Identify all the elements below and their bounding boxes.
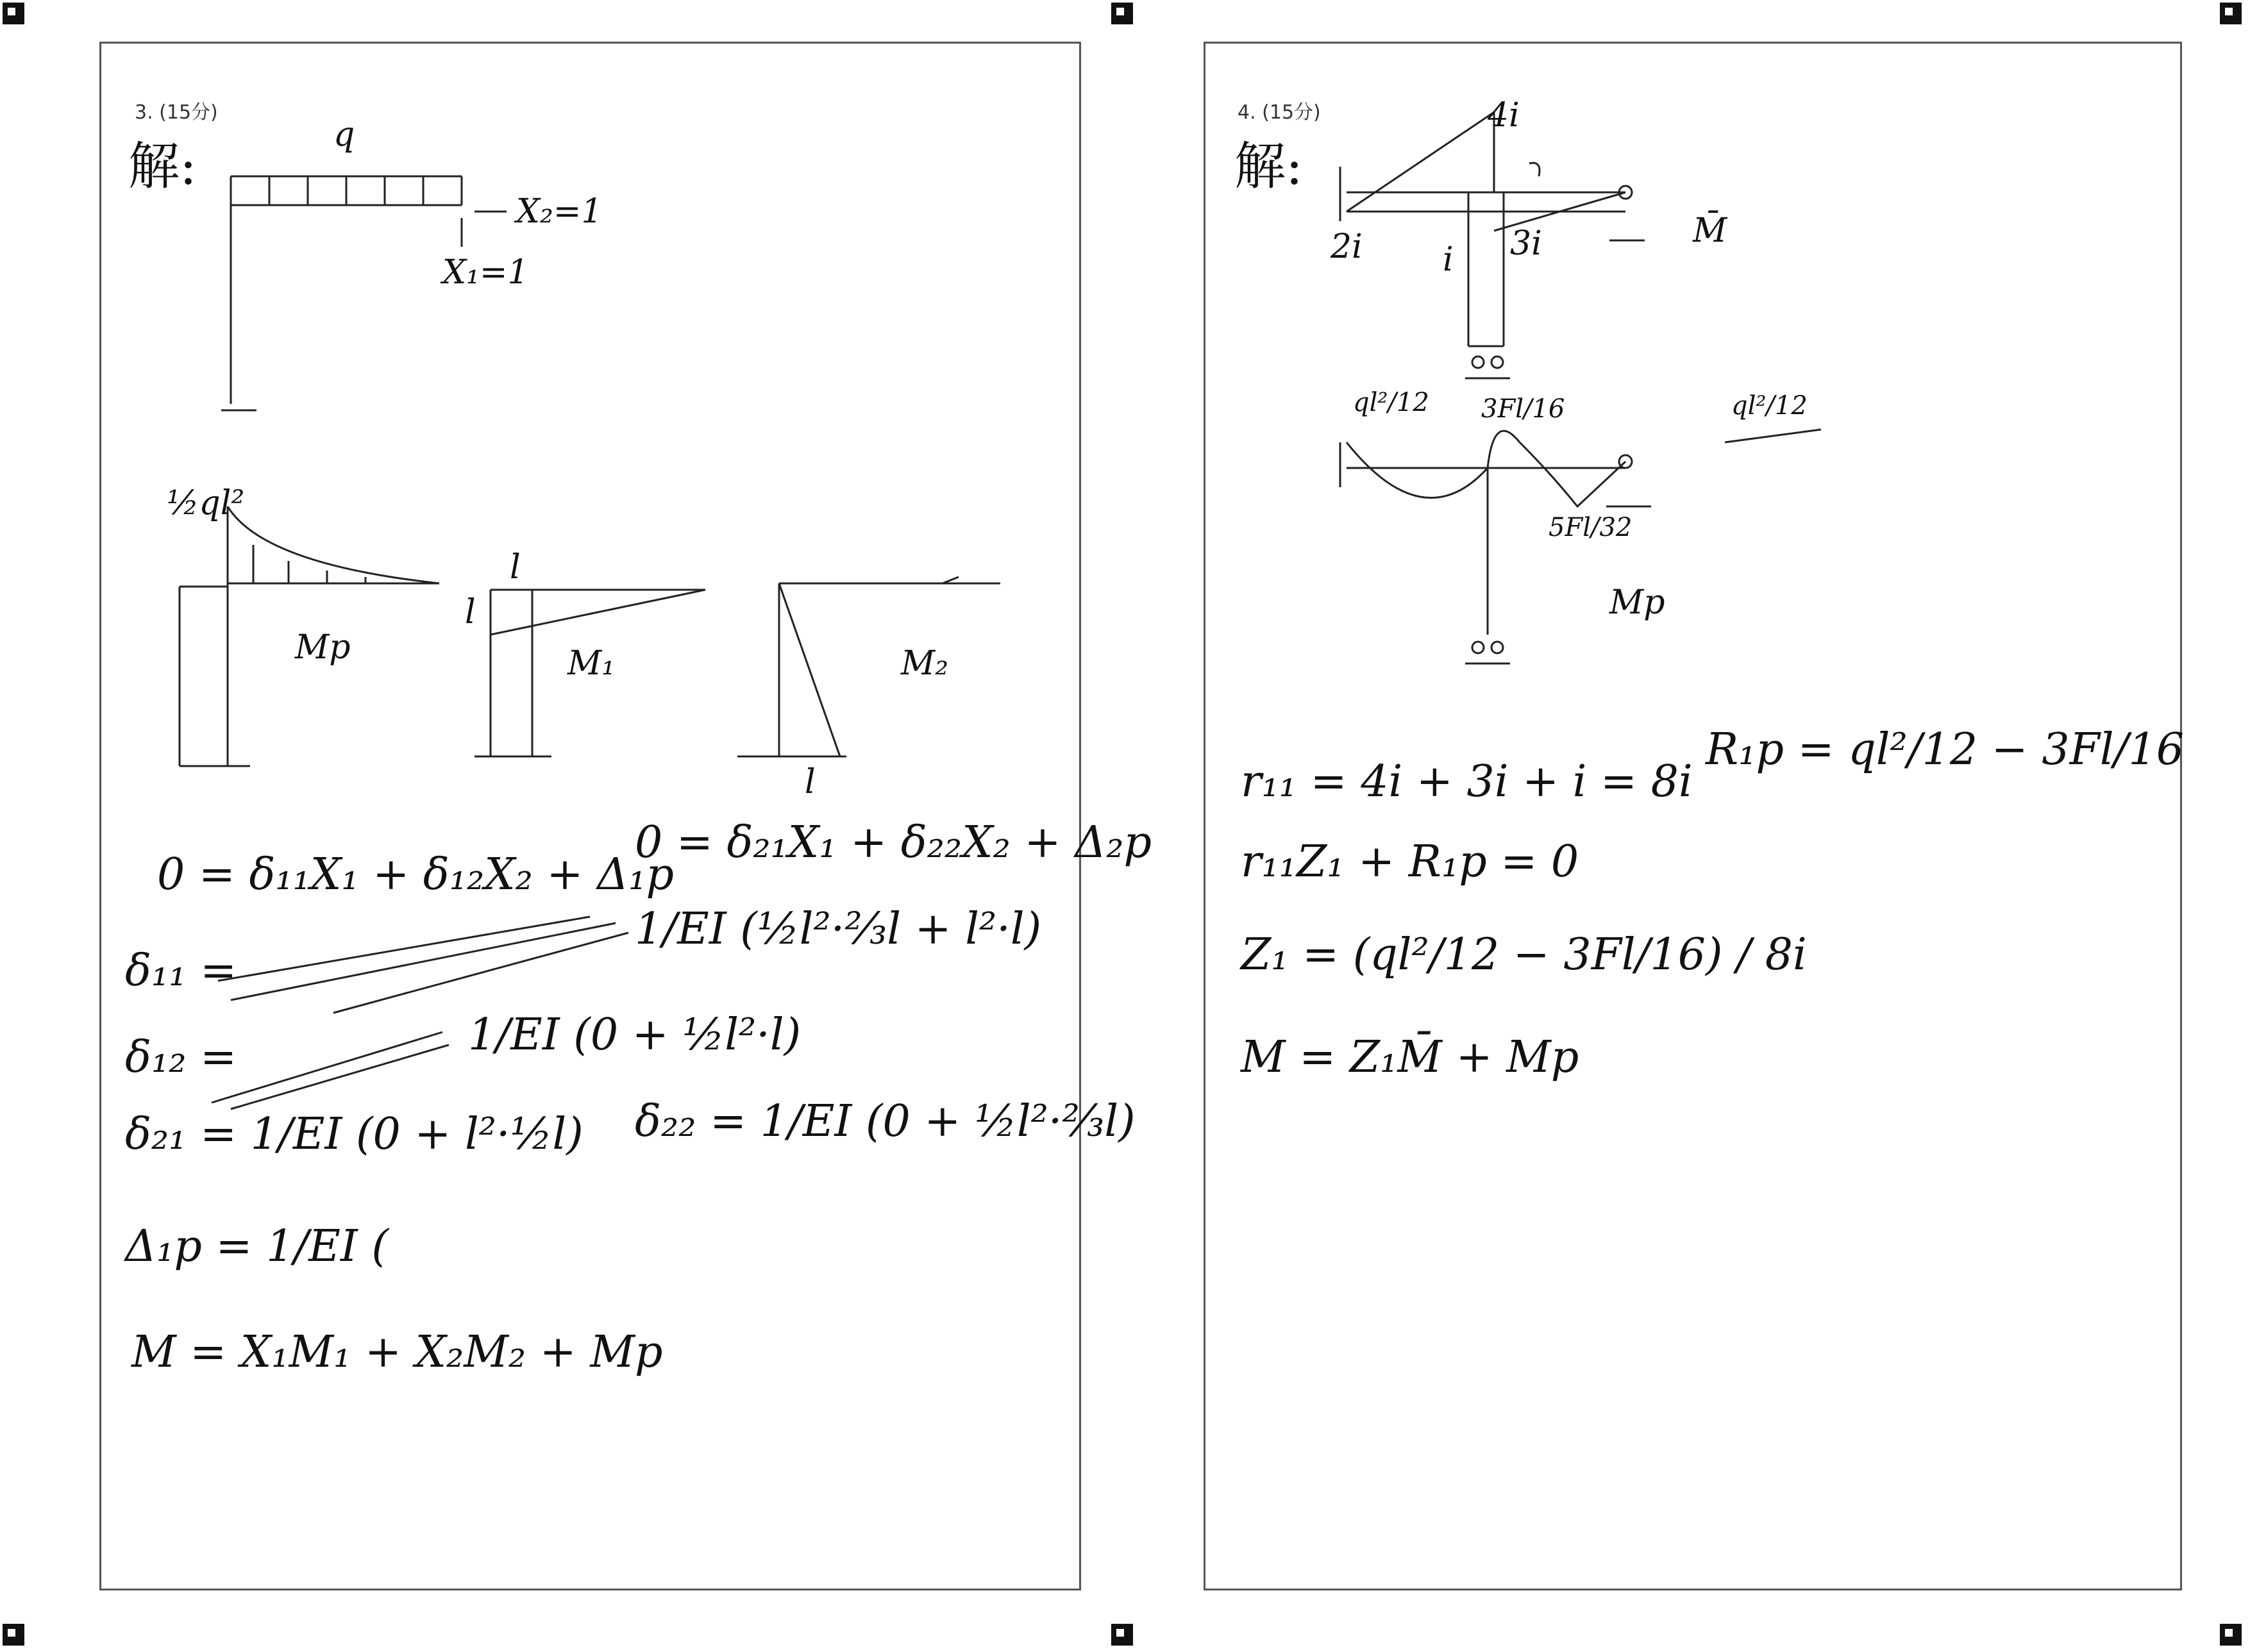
mp-diagram-label-right: Mp (1609, 583, 1665, 622)
stiffness-3i: 3i (1510, 224, 1542, 263)
delta21-equation: δ₂₁ = 1/EI (0 + l²·½l) (125, 1109, 583, 1160)
moment-equation-left: M = X₁M₁ + X₂M₂ + Mp (131, 1327, 663, 1378)
delta12-label: δ₁₂ = (125, 1032, 237, 1083)
x2-label: X₂=1 (516, 192, 603, 231)
delta12-value: 1/EI (0 + ½l²·l) (468, 1010, 802, 1060)
stiffness-i: i (1443, 240, 1454, 279)
m2-bottom-value: l (805, 763, 816, 801)
mp-right-value: 5Fl/32 (1549, 513, 1633, 542)
mp-top-value: ½ql² (167, 484, 245, 522)
r11-equation: r₁₁ = 4i + 3i + i = 8i (1241, 756, 1693, 807)
m1-diagram-label: M₁ (567, 644, 616, 683)
mp-mid-value: 3Fl/16 (1481, 394, 1565, 424)
delta22-equation: δ₂₂ = 1/EI (0 + ½l²·⅔l) (635, 1096, 1136, 1147)
z1-equation: Z₁ = (ql²/12 − 3Fl/16) / 8i (1241, 930, 1807, 980)
m1-left-value: l (465, 593, 476, 631)
mp-left-value: ql²/12 (1353, 388, 1429, 417)
load-label-q: q (333, 115, 355, 154)
moment-equation-right: M = Z₁M̄ + Mp (1241, 1032, 1579, 1083)
delta11-value: 1/EI (½l²·⅔l + l²·l) (635, 904, 1042, 955)
solution-label-right: 解: (1234, 137, 1303, 196)
m2-diagram-label: M₂ (901, 644, 949, 683)
m1-top-value: l (510, 548, 521, 587)
solution-label-left: 解: (128, 137, 197, 196)
delta1p-equation: Δ₁p = 1/EI ( (125, 1221, 389, 1272)
question-4-heading: 4. (15分) (1238, 101, 1321, 124)
question-3-heading: 3. (15分) (135, 101, 218, 124)
stiffness-4i: 4i (1488, 96, 1520, 135)
r1p-equation: R₁p = ql²/12 − 3Fl/16 (1706, 724, 2185, 775)
equation-1: 0 = δ₁₁X₁ + δ₁₂X₂ + Δ₁p (157, 849, 675, 900)
side-note: ql²/12 (1731, 391, 1808, 421)
stiffness-2i: 2i (1331, 228, 1363, 266)
m-bar-label: M̄ (1693, 212, 1727, 250)
x1-label: X₁=1 (442, 253, 529, 292)
canonical-equation: r₁₁Z₁ + R₁p = 0 (1241, 837, 1579, 887)
delta11-label: δ₁₁ = (125, 946, 237, 996)
mp-diagram-label: Mp (295, 628, 351, 667)
equation-2: 0 = δ₂₁X₁ + δ₂₂X₂ + Δ₂p (635, 817, 1152, 868)
